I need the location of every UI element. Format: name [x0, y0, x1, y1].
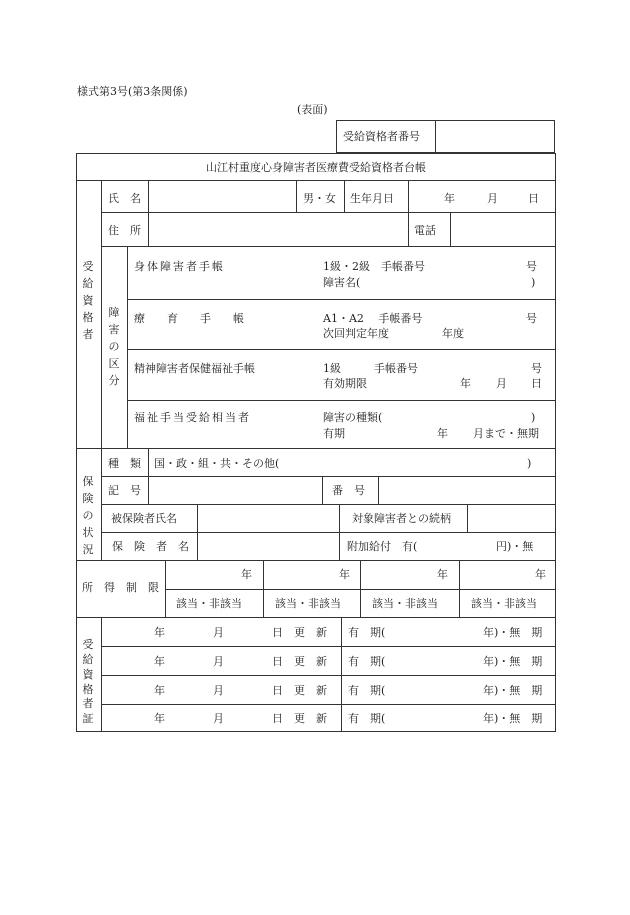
welfare-close: ) [531, 411, 536, 424]
mental-valid-label: 有効期限 [323, 377, 367, 390]
name-field[interactable] [149, 181, 296, 212]
gender-options[interactable]: 男・女 [303, 192, 336, 205]
cert-row-period: 有 期( [348, 712, 386, 725]
form-title: 山江村重度心身障害者医療費受給資格者台帳 [206, 161, 426, 174]
mental-handbook-label: 精神障害者保健福祉手帳 [134, 362, 255, 375]
mental-year-unit: 年 [460, 377, 471, 390]
section-recipient-label: 受給資格者 [82, 260, 94, 342]
insurer-name-field[interactable] [198, 533, 338, 559]
cert-row-period: 有 期( [348, 684, 386, 697]
insurance-kind-close: ) [527, 457, 532, 470]
cert-row-indefinite: 年)・無 期 [483, 655, 543, 668]
address-field[interactable] [149, 213, 407, 245]
additional-benefit: 附加給付 有( [347, 540, 418, 553]
cert-row-month: 月 [213, 712, 224, 725]
insurer-name-label: 保 険 者 名 [112, 540, 189, 553]
side-label: (表面) [297, 103, 328, 116]
welfare-label: 福祉手当受給相当者 [134, 411, 251, 424]
insured-name-label: 被保険者氏名 [111, 512, 177, 525]
symbol-label: 記 号 [108, 484, 141, 497]
cert-row-renew: 日 更 新 [272, 626, 327, 639]
cert-row-period: 有 期( [348, 655, 386, 668]
address-label: 住 所 [108, 224, 141, 237]
disability-class-label: 障害の区分 [108, 306, 120, 388]
cert-row-indefinite: 年)・無 期 [483, 684, 543, 697]
rehab-no-unit: 号 [526, 312, 537, 325]
income-status-2[interactable]: 該当・非該当 [275, 597, 341, 610]
income-year-3: 年 [437, 568, 448, 581]
physical-close: ) [531, 276, 536, 289]
physical-disability-name: 障害名( [323, 276, 361, 289]
section-insurance-label: 保険の状況 [82, 475, 94, 557]
form-number: 様式第3号(第3条関係) [77, 85, 188, 98]
birth-label: 生年月日 [350, 192, 394, 205]
phone-field[interactable] [451, 213, 555, 245]
welfare-until: 月まで・無期 [473, 427, 539, 440]
income-status-4[interactable]: 該当・非該当 [471, 597, 537, 610]
mental-month-unit: 月 [496, 377, 507, 390]
rehab-judge-year: 次回判定年度 [323, 327, 389, 340]
cert-row-year: 年 [154, 712, 165, 725]
symbol-field[interactable] [149, 477, 321, 503]
income-year-2: 年 [339, 568, 350, 581]
rehab-nendo-unit: 年度 [442, 327, 464, 340]
welfare-type: 障害の種類( [323, 411, 383, 424]
birth-year-unit: 年 [444, 192, 455, 205]
mental-day-unit: 日 [531, 377, 542, 390]
cert-row-indefinite: 年)・無 期 [483, 626, 543, 639]
cert-row-month: 月 [213, 626, 224, 639]
insurance-kind-options[interactable]: 国・政・組・共・その他( [154, 457, 280, 470]
cert-row-year: 年 [154, 626, 165, 639]
cert-row-year: 年 [154, 655, 165, 668]
number-label: 番 号 [332, 484, 365, 497]
cert-row-year: 年 [154, 684, 165, 697]
income-status-3[interactable]: 該当・非該当 [372, 597, 438, 610]
additional-benefit-yen: 円)・無 [496, 540, 534, 553]
rehab-grade: A1・A2 手帳番号 [323, 312, 423, 325]
cert-row-period: 有 期( [348, 626, 386, 639]
mental-grade: 1級 手帳番号 [323, 362, 418, 375]
welfare-year-unit: 年 [437, 427, 448, 440]
cert-row-month: 月 [213, 684, 224, 697]
mental-no-unit: 号 [531, 362, 542, 375]
recipient-number-field[interactable] [435, 120, 555, 153]
income-year-1: 年 [241, 568, 252, 581]
cert-row-indefinite: 年)・無 期 [483, 712, 543, 725]
income-year-4: 年 [535, 568, 546, 581]
insurance-kind-label: 種 類 [108, 457, 141, 470]
cert-row-month: 月 [213, 655, 224, 668]
relation-field[interactable] [468, 505, 555, 531]
name-label: 氏 名 [108, 192, 141, 205]
physical-grade: 1級・2級 手帳番号 [323, 260, 425, 273]
birth-month-unit: 月 [487, 192, 498, 205]
cert-row-renew: 日 更 新 [272, 655, 327, 668]
welfare-period: 有期 [323, 427, 345, 440]
physical-handbook-label: 身体障害者手帳 [134, 260, 225, 273]
section-certificate-label: 受給資格者証 [82, 638, 94, 726]
recipient-number-label: 受給資格者番号 [343, 130, 420, 143]
rehab-handbook-label: 療 育 手 帳 [134, 312, 244, 325]
insured-name-field[interactable] [198, 505, 338, 531]
income-limit-label: 所 得 制 限 [82, 581, 159, 594]
birth-day-unit: 日 [528, 192, 539, 205]
number-field[interactable] [379, 477, 555, 503]
physical-no-unit: 号 [526, 260, 537, 273]
phone-label: 電話 [414, 224, 436, 237]
cert-row-renew: 日 更 新 [272, 712, 327, 725]
income-status-1[interactable]: 該当・非該当 [176, 597, 242, 610]
cert-row-renew: 日 更 新 [272, 684, 327, 697]
relation-label: 対象障害者との続柄 [352, 512, 451, 525]
